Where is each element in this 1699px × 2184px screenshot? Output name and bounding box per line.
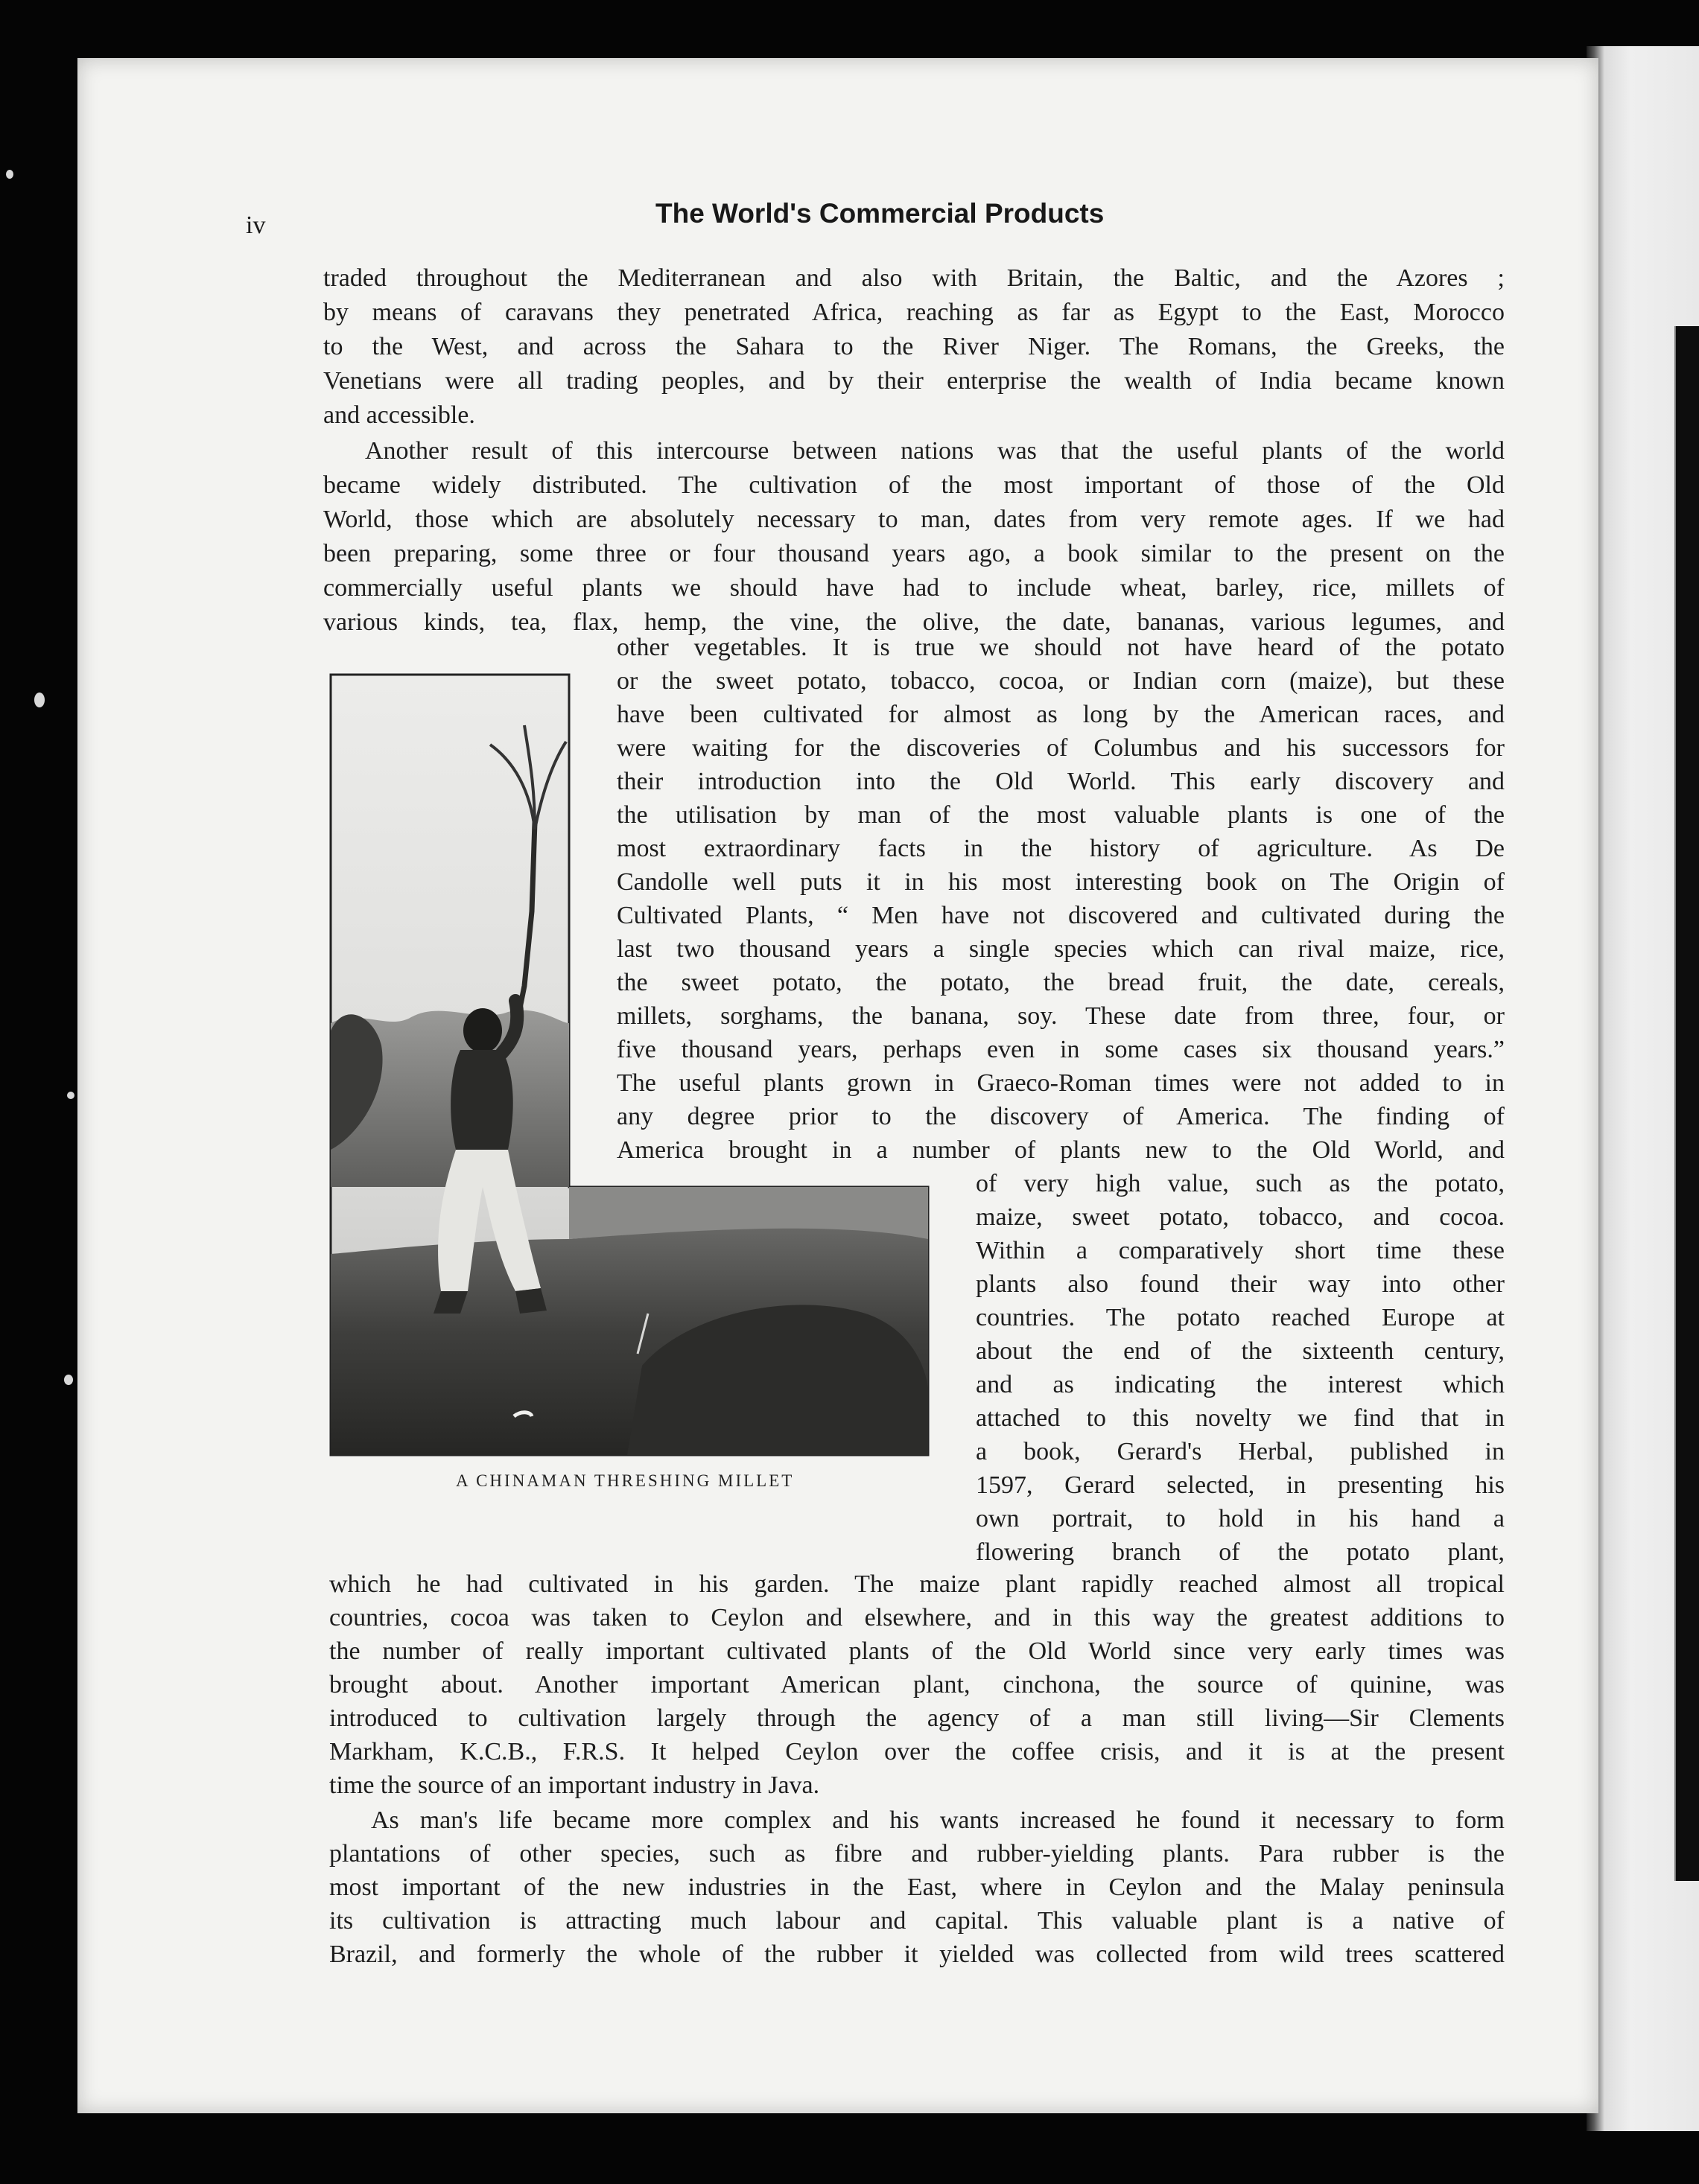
body-line: and accessible. [323, 401, 475, 429]
film-speck [6, 170, 13, 179]
body-line: five thousand years, perhaps even in some cases six thousand years.” [617, 1036, 1505, 1063]
body-line: the utilisation by man of the most valuable plants is one of the [617, 801, 1505, 829]
body-line: were waiting for the discoveries of Columbus and his successors for [617, 734, 1505, 762]
figure-caption: A CHINAMAN THRESHING MILLET [456, 1471, 795, 1490]
body-line: time the source of an important industry in Java. [329, 1771, 820, 1799]
body-line: Another result of this intercourse between nations was that the useful plants of the world [365, 437, 1505, 465]
adjacent-page-edge [1587, 46, 1699, 2131]
body-line: 1597, Gerard selected, in presenting his [976, 1471, 1505, 1499]
body-line: and as indicating the interest which [976, 1371, 1505, 1398]
body-line: have been cultivated for almost as long by the American races, and [617, 701, 1505, 728]
body-line: As man's life became more complex and his wants increased he found it necessary to form [371, 1806, 1505, 1834]
body-line: brought about. Another important American plant, cinchona, the source of quinine, was [329, 1671, 1505, 1699]
body-line: traded throughout the Mediterranean and also with Britain, the Baltic, and the Azores ; [323, 264, 1505, 292]
body-line: the number of really important cultivated plants of the Old World since very early times was [329, 1637, 1505, 1665]
body-line: Markham, K.C.B., F.R.S. It helped Ceylon over the coffee crisis, and it is at the present [329, 1738, 1505, 1766]
body-line: by means of caravans they penetrated Africa, reaching as far as Egypt to the East, Morocco [323, 299, 1505, 326]
body-line: became widely distributed. The cultivation of the most important of those of the Old [323, 471, 1505, 499]
body-line: commercially useful plants we should have had to include wheat, barley, rice, millets of [323, 574, 1505, 602]
body-line: Venetians were all trading peoples, and by their enterprise the wealth of India became known [323, 367, 1505, 395]
body-line: plantations of other species, such as fibre and rubber-yielding plants. Para rubber is the [329, 1840, 1505, 1868]
body-line: Candolle well puts it in his most interesting book on The Origin of [617, 868, 1505, 896]
body-line: or the sweet potato, tobacco, cocoa, or Indian corn (maize), but these [617, 667, 1505, 695]
page-number: iv [246, 211, 266, 239]
body-line: Within a comparatively short time these [976, 1237, 1505, 1264]
film-speck [34, 693, 45, 707]
body-line: The useful plants grown in Graeco-Roman times were not added to in [617, 1069, 1505, 1097]
body-line: introduced to cultivation largely through the agency of a man still living—Sir Clements [329, 1704, 1505, 1732]
body-line: Cultivated Plants, “ Men have not discovered and cultivated during the [617, 902, 1505, 929]
film-speck [64, 1375, 73, 1385]
body-line: own portrait, to hold in his hand a [976, 1505, 1505, 1532]
body-line: various kinds, tea, flax, hemp, the vine, the olive, the date, bananas, various legumes, and [323, 608, 1505, 636]
adjacent-page-strip [1674, 326, 1699, 1881]
film-speck [67, 1092, 74, 1099]
body-line: of very high value, such as the potato, [976, 1170, 1505, 1197]
body-line: most important of the new industries in the East, where in Ceylon and the Malay peninsula [329, 1873, 1505, 1901]
body-line: other vegetables. It is true we should not have heard of the potato [617, 634, 1505, 661]
body-line: its cultivation is attracting much labour and capital. This valuable plant is a native of [329, 1907, 1505, 1935]
body-line: maize, sweet potato, tobacco, and cocoa. [976, 1203, 1505, 1231]
body-line: most extraordinary facts in the history of agriculture. As De [617, 835, 1505, 862]
body-line: a book, Gerard's Herbal, published in [976, 1438, 1505, 1465]
running-title: The World's Commercial Products [655, 198, 1105, 229]
body-line: been preparing, some three or four thousand years ago, a book similar to the present on the [323, 540, 1505, 567]
body-line: plants also found their way into other [976, 1270, 1505, 1298]
body-line: countries, cocoa was taken to Ceylon and elsewhere, and in this way the greatest additions to [329, 1604, 1505, 1631]
body-line: their introduction into the Old World. This early discovery and [617, 768, 1505, 795]
body-line: millets, sorghams, the banana, soy. These date from three, four, or [617, 1002, 1505, 1030]
body-line: flowering branch of the potato plant, [976, 1538, 1505, 1566]
body-line: World, those which are absolutely necessary to man, dates from very remote ages. If we had [323, 506, 1505, 533]
body-line: about the end of the sixteenth century, [976, 1337, 1505, 1365]
body-line: the sweet potato, the potato, the bread fruit, the date, cereals, [617, 969, 1505, 996]
body-line: countries. The potato reached Europe at [976, 1304, 1505, 1331]
body-line: America brought in a number of plants new to the Old World, and [617, 1136, 1505, 1164]
body-line: which he had cultivated in his garden. The maize plant rapidly reached almost all tropical [329, 1570, 1505, 1598]
body-line: any degree prior to the discovery of America. The finding of [617, 1103, 1505, 1130]
body-line: to the West, and across the Sahara to the River Niger. The Romans, the Greeks, the [323, 333, 1505, 360]
body-line: last two thousand years a single species which can rival maize, rice, [617, 935, 1505, 963]
body-line: Brazil, and formerly the whole of the rubber it yielded was collected from wild trees scattered [329, 1941, 1505, 1968]
body-line: attached to this novelty we find that in [976, 1404, 1505, 1432]
